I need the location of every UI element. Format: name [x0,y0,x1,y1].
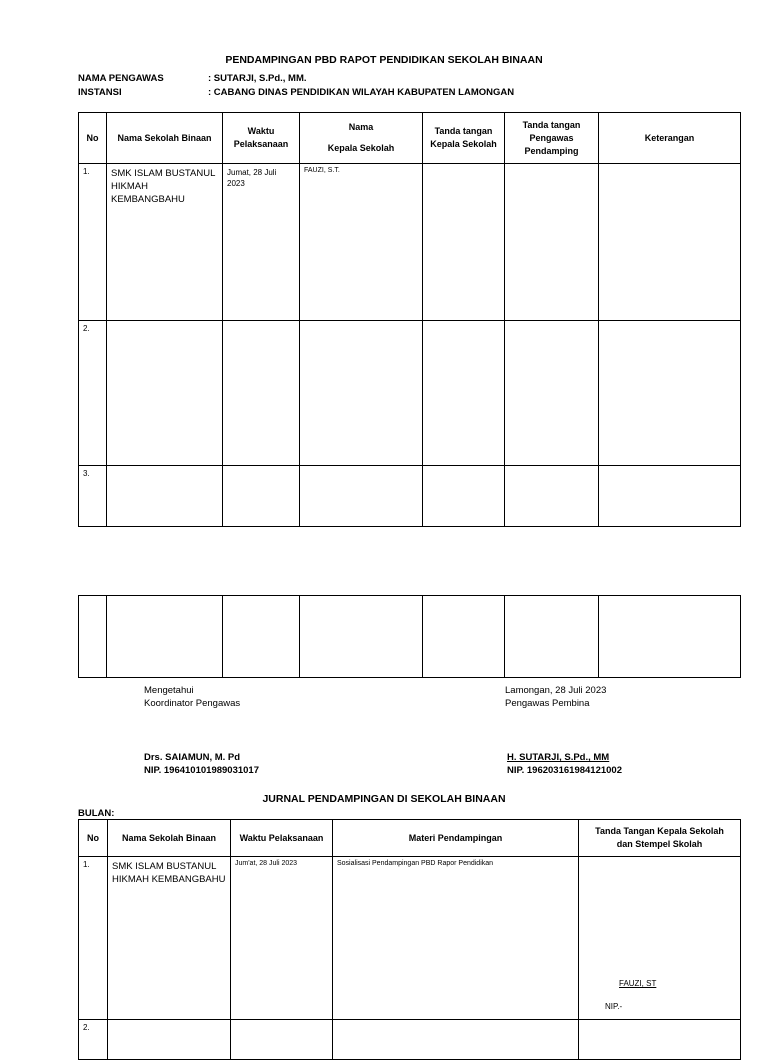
table-row [79,164,741,321]
empty-cell [505,596,599,678]
supervisor-role-label: Pengawas Pembina [505,698,590,709]
institution-label: INSTANSI [78,87,122,98]
row-school: SMK ISLAM BUSTANUL HIKMAH KEMBANGBAHU [108,857,231,1020]
place-date: Lamongan, 28 Juli 2023 [505,685,607,696]
row-time [223,321,300,466]
row-time: Jum'at, 28 Juli 2023 [231,857,333,1020]
col-sign-supervisor-header-line3: Pendamping [524,145,579,156]
row-school [107,321,223,466]
row-head: FAUZI, S.T. [300,164,423,321]
col-sign-head-header-line1: Tanda tangan [434,126,493,136]
continuation-table [78,595,741,678]
supervisor-label: NAMA PENGAWAS [78,73,164,84]
col-sign-supervisor-header [505,113,599,164]
row-sign [579,857,741,1020]
coordinator-label: Koordinator Pengawas [144,698,241,709]
table-header-row [79,820,741,857]
col-no-header: No [79,820,108,857]
row-no: 1. [79,164,107,321]
row-no: 2. [79,321,107,466]
document-title: PENDAMPINGAN PBD RAPOT PENDIDIKAN SEKOLAH BINAAN [225,54,543,66]
table-row [79,857,741,1020]
row-material [333,1020,579,1060]
row-school [107,466,223,527]
col-time-header [223,113,300,164]
row-sign-head [423,466,505,527]
empty-cell [79,596,107,678]
row-note [599,164,741,321]
row-school: SMK ISLAM BUSTANUL HIKMAH KEMBANGBAHU [107,164,223,321]
journal-title: JURNAL PENDAMPINGAN DI SEKOLAH BINAAN [262,793,506,805]
row-time [231,1020,333,1060]
table-header-row [79,113,741,164]
col-school-header: Nama Sekolah Binaan [108,820,231,857]
empty-cell [423,596,505,678]
table-row [79,596,741,678]
row-no: 1. [79,857,108,1020]
col-time-header-line2: Pelaksanaan [233,139,289,149]
supervisor-value: : SUTARJI, S.Pd., MM. [208,73,307,84]
col-head-header-line1: Nama [348,122,374,132]
row-sign [579,1020,741,1060]
col-sign-supervisor-header-line1: Tanda tangan [522,119,581,130]
acknowledged-label: Mengetahui [144,685,194,696]
col-sign-head-header-line2: Kepala Sekolah [430,139,497,149]
empty-cell [223,596,300,678]
empty-cell [300,596,423,678]
col-sign-head-header [423,113,505,164]
table-row [79,321,741,466]
row-sign-supervisor [505,321,599,466]
col-school-header: Nama Sekolah Binaan [107,113,223,164]
row-no: 2. [79,1020,108,1060]
col-material-header: Materi Pendampingan [333,820,579,857]
col-time-header-line1: Waktu [247,126,275,136]
row-sign-head [423,164,505,321]
table-row [79,466,741,527]
coordinator-nip: NIP. 196410101989031017 [144,765,259,776]
row-note [599,321,741,466]
coordinator-name: Drs. SAIAMUN, M. Pd [144,752,241,763]
table-row [79,1020,741,1060]
col-time-header: Waktu Pelaksanaan [231,820,333,857]
supervisor-nip: NIP. 196203161984121002 [507,765,622,776]
row-head [300,466,423,527]
col-head-header-line2: Kepala Sekolah [327,143,395,153]
col-no-header: No [79,113,107,164]
row-note [599,466,741,527]
col-sign-header [579,820,741,857]
col-note-header: Keterangan [599,113,741,164]
empty-cell [107,596,223,678]
col-sign-header-line2: dan Stempel Skolah [616,839,703,849]
col-sign-supervisor-header-line2: Pengawas [529,132,574,143]
row-time [223,466,300,527]
row-material: Sosialisasi Pendampingan PBD Rapor Pendidikan [333,857,579,1020]
supervisor-name: H. SUTARJI, S.Pd., MM [507,752,610,763]
row-sign-supervisor [505,466,599,527]
row-head [300,321,423,466]
empty-cell [599,596,741,678]
row-sign-head [423,321,505,466]
col-sign-header-line1: Tanda Tangan Kepala Sekolah [595,826,724,836]
row-sign-supervisor [505,164,599,321]
row-time: Jumat, 28 Juli 2023 [223,164,300,321]
signer-nip: NIP.- [605,1002,623,1011]
col-head-header [300,113,423,164]
signer-name: FAUZI, ST [619,979,657,988]
mentoring-table [78,112,741,527]
institution-value: : CABANG DINAS PENDIDIKAN WILAYAH KABUPATEN LAMONGAN [208,87,515,98]
row-school [108,1020,231,1060]
row-no: 3. [79,466,107,527]
month-label: BULAN: [78,808,115,819]
